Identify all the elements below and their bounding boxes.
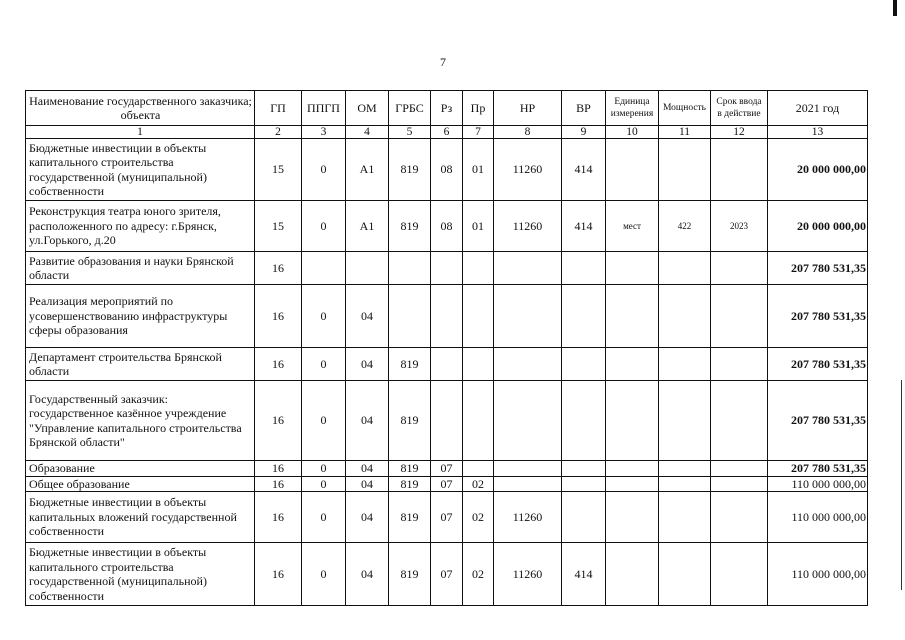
cell-term: [711, 476, 768, 492]
column-number: 13: [768, 126, 868, 139]
header-gp: ГП: [255, 91, 302, 126]
cell-nr: [494, 461, 562, 477]
cell-capacity: [659, 348, 711, 381]
cell-unit: мест: [606, 201, 659, 252]
cell-vr: 414: [562, 201, 606, 252]
row-name: Государственный заказчик: государственное казённое учреждение "Управление капитального строительства Брянской области": [26, 381, 255, 461]
cell-unit: [606, 461, 659, 477]
cell-amount: 207 780 531,35: [768, 348, 868, 381]
column-number: 5: [389, 126, 431, 139]
cell-pr: [463, 285, 494, 348]
column-number-row: [26, 126, 868, 139]
cell-rz: [431, 252, 463, 285]
table-header-row: [26, 91, 868, 126]
cell-grbs: 819: [389, 139, 431, 201]
cell-term: [711, 461, 768, 477]
cell-grbs: 819: [389, 201, 431, 252]
cell-om: 04: [346, 476, 389, 492]
cell-rz: [431, 285, 463, 348]
cell-rz: 08: [431, 201, 463, 252]
cell-pr: [463, 461, 494, 477]
cell-capacity: [659, 252, 711, 285]
cell-pr: [463, 348, 494, 381]
cell-gp: 16: [255, 543, 302, 606]
cell-unit: [606, 252, 659, 285]
cell-term: [711, 348, 768, 381]
row-name: Бюджетные инвестиции в объекты капитального строительства государственной (муниципальной) собственности: [26, 543, 255, 606]
cell-amount: 110 000 000,00: [768, 543, 868, 606]
cell-pr: [463, 381, 494, 461]
cell-pr: 01: [463, 139, 494, 201]
cell-term: 2023: [711, 201, 768, 252]
cell-ppgp: 0: [302, 201, 346, 252]
header-grbs: ГРБС: [389, 91, 431, 126]
cell-nr: [494, 381, 562, 461]
cell-gp: 16: [255, 285, 302, 348]
table-row: [26, 461, 868, 477]
table-row: [26, 492, 868, 543]
table-row: [26, 252, 868, 285]
cell-ppgp: 0: [302, 348, 346, 381]
cell-gp: 16: [255, 476, 302, 492]
column-number: 2: [255, 126, 302, 139]
cell-unit: [606, 543, 659, 606]
header-om: ОМ: [346, 91, 389, 126]
header-vr: ВР: [562, 91, 606, 126]
cell-gp: 16: [255, 461, 302, 477]
column-number: 1: [26, 126, 255, 139]
cell-nr: [494, 476, 562, 492]
table-row: [26, 543, 868, 606]
cell-term: [711, 252, 768, 285]
cell-grbs: 819: [389, 461, 431, 477]
column-number: 8: [494, 126, 562, 139]
cell-grbs: 819: [389, 348, 431, 381]
cell-ppgp: 0: [302, 381, 346, 461]
cell-nr: [494, 252, 562, 285]
capital-investment-table: [25, 90, 868, 606]
cell-capacity: [659, 139, 711, 201]
scan-edge-line: [901, 380, 902, 590]
cell-capacity: [659, 543, 711, 606]
cell-capacity: [659, 492, 711, 543]
cell-rz: 07: [431, 543, 463, 606]
cell-vr: [562, 461, 606, 477]
cell-capacity: 422: [659, 201, 711, 252]
cell-ppgp: 0: [302, 492, 346, 543]
cell-vr: [562, 252, 606, 285]
cell-ppgp: 0: [302, 285, 346, 348]
cell-grbs: 819: [389, 381, 431, 461]
cell-grbs: [389, 252, 431, 285]
page-number: 7: [440, 55, 446, 69]
cell-nr: 11260: [494, 543, 562, 606]
cell-amount: 207 780 531,35: [768, 252, 868, 285]
cell-nr: 11260: [494, 201, 562, 252]
cell-nr: 11260: [494, 492, 562, 543]
cell-gp: 16: [255, 381, 302, 461]
column-number: 3: [302, 126, 346, 139]
header-unit: Единица измерения: [606, 91, 659, 126]
cell-term: [711, 492, 768, 543]
cell-term: [711, 543, 768, 606]
cell-om: 04: [346, 492, 389, 543]
cell-term: [711, 139, 768, 201]
cell-grbs: 819: [389, 476, 431, 492]
cell-om: 04: [346, 381, 389, 461]
header-year: 2021 год: [768, 91, 868, 126]
cell-unit: [606, 348, 659, 381]
cell-ppgp: 0: [302, 461, 346, 477]
row-name: Департамент строительства Брянской области: [26, 348, 255, 381]
header-term: Срок ввода в действие: [711, 91, 768, 126]
column-number: 7: [463, 126, 494, 139]
cell-pr: 02: [463, 543, 494, 606]
cell-gp: 16: [255, 492, 302, 543]
cell-amount: 20 000 000,00: [768, 139, 868, 201]
scan-edge-mark: [893, 0, 897, 16]
cell-om: 04: [346, 285, 389, 348]
cell-vr: [562, 492, 606, 543]
cell-amount: 207 780 531,35: [768, 461, 868, 477]
cell-term: [711, 381, 768, 461]
cell-capacity: [659, 461, 711, 477]
cell-vr: 414: [562, 139, 606, 201]
cell-gp: 16: [255, 348, 302, 381]
cell-unit: [606, 285, 659, 348]
cell-om: [346, 252, 389, 285]
cell-ppgp: 0: [302, 476, 346, 492]
cell-rz: 08: [431, 139, 463, 201]
cell-amount: 110 000 000,00: [768, 476, 868, 492]
cell-ppgp: 0: [302, 543, 346, 606]
cell-gp: 16: [255, 252, 302, 285]
cell-pr: 02: [463, 476, 494, 492]
cell-capacity: [659, 381, 711, 461]
cell-ppgp: 0: [302, 139, 346, 201]
row-name: Развитие образования и науки Брянской области: [26, 252, 255, 285]
table-row: [26, 139, 868, 201]
header-capacity: Мощность: [659, 91, 711, 126]
column-number: 9: [562, 126, 606, 139]
cell-grbs: 819: [389, 543, 431, 606]
cell-om: 04: [346, 348, 389, 381]
row-name: Общее образование: [26, 476, 255, 492]
column-number: 6: [431, 126, 463, 139]
cell-unit: [606, 492, 659, 543]
cell-gp: 15: [255, 139, 302, 201]
cell-vr: [562, 381, 606, 461]
table-row: [26, 348, 868, 381]
cell-unit: [606, 381, 659, 461]
column-number: 10: [606, 126, 659, 139]
cell-grbs: [389, 285, 431, 348]
cell-pr: [463, 252, 494, 285]
cell-nr: [494, 348, 562, 381]
cell-nr: [494, 285, 562, 348]
cell-amount: 110 000 000,00: [768, 492, 868, 543]
cell-om: 04: [346, 461, 389, 477]
header-rz: Рз: [431, 91, 463, 126]
cell-rz: [431, 348, 463, 381]
cell-unit: [606, 476, 659, 492]
cell-om: А1: [346, 201, 389, 252]
cell-grbs: 819: [389, 492, 431, 543]
column-number: 11: [659, 126, 711, 139]
column-number: 12: [711, 126, 768, 139]
cell-om: А1: [346, 139, 389, 201]
column-number: 4: [346, 126, 389, 139]
cell-ppgp: [302, 252, 346, 285]
cell-unit: [606, 139, 659, 201]
row-name: Образование: [26, 461, 255, 477]
row-name: Реконструкция театра юного зрителя, расположенного по адресу: г.Брянск, ул.Горького, д.20: [26, 201, 255, 252]
cell-rz: 07: [431, 461, 463, 477]
row-name: Бюджетные инвестиции в объекты капитальных вложений государственной собственности: [26, 492, 255, 543]
table-row: [26, 201, 868, 252]
cell-capacity: [659, 285, 711, 348]
cell-rz: 07: [431, 476, 463, 492]
header-nr: НР: [494, 91, 562, 126]
cell-amount: 207 780 531,35: [768, 381, 868, 461]
cell-vr: [562, 285, 606, 348]
header-name: Наименование государственного заказчика; объекта: [26, 91, 255, 126]
row-name: Бюджетные инвестиции в объекты капитального строительства государственной (муниципальной) собственности: [26, 139, 255, 201]
cell-capacity: [659, 476, 711, 492]
row-name: Реализация мероприятий по усовершенствованию инфраструктуры сферы образования: [26, 285, 255, 348]
table-row: [26, 476, 868, 492]
cell-rz: [431, 381, 463, 461]
header-ppgp: ППГП: [302, 91, 346, 126]
cell-vr: [562, 476, 606, 492]
table-row: [26, 285, 868, 348]
cell-amount: 20 000 000,00: [768, 201, 868, 252]
table-row: [26, 381, 868, 461]
cell-om: 04: [346, 543, 389, 606]
header-pr: Пр: [463, 91, 494, 126]
cell-vr: [562, 348, 606, 381]
cell-gp: 15: [255, 201, 302, 252]
cell-amount: 207 780 531,35: [768, 285, 868, 348]
cell-term: [711, 285, 768, 348]
cell-vr: 414: [562, 543, 606, 606]
cell-rz: 07: [431, 492, 463, 543]
cell-nr: 11260: [494, 139, 562, 201]
cell-pr: 01: [463, 201, 494, 252]
cell-pr: 02: [463, 492, 494, 543]
